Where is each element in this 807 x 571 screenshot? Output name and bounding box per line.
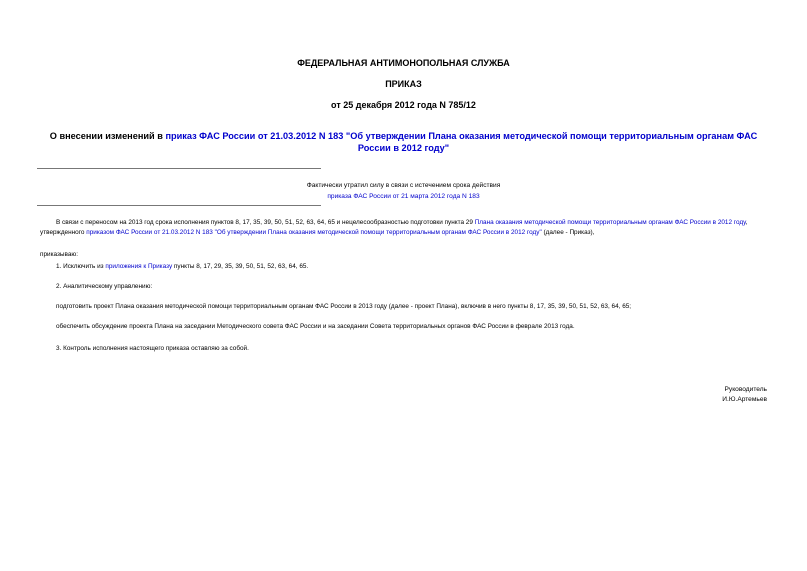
title-amended-order-link[interactable]: приказ ФАС России от 21.03.2012 N 183 "Об утверждении Плана оказания методической помощи территориальным органам ФАС России в 2012 году" [165, 131, 758, 153]
divider-bottom [37, 205, 321, 206]
preamble-order-link[interactable]: приказом ФАС России от 21.03.2012 N 183 "Об утверждении Плана оказания методической помощи территориальным органам ФАС России в 2012 году" [86, 229, 542, 236]
doc-title [36, 130, 771, 154]
preamble-text-3: (далее - Приказ), [541, 229, 595, 236]
signature-position: Руководитель [724, 386, 767, 393]
item-2-point-2: обеспечить обсуждение проекта Плана на заседании Методического совета ФАС России и на заседании Совета территориальных органов ФАС России в феврале 2013 года. [56, 323, 575, 330]
doc-date-number: от 25 декабря 2012 года N 785/12 [331, 100, 476, 110]
preamble-plan-link[interactable]: Плана оказания методической помощи территориальным органам ФАС России в 2012 году [474, 219, 746, 226]
item-2-point-1: подготовить проект Плана оказания методической помощи территориальным органам ФАС России в 2013 году (далее - проект Плана), включив в него пункты 8, 17, 35, 39, 50, 51, 52, 63, 64, 65; [56, 303, 632, 310]
preamble-paragraph [40, 218, 772, 238]
preamble-text-2: , утвержденного [40, 219, 748, 236]
agency-name: ФЕДЕРАЛЬНАЯ АНТИМОНОПОЛЬНАЯ СЛУЖБА [297, 58, 510, 68]
preamble-text-1: В связи с переносом на 2013 год срока исполнения пунктов 8, 17, 35, 39, 50, 51, 52, 63, 64, 65 и нецелесообразностью подготовки пункта 29 [56, 219, 475, 226]
signature-name: И.Ю.Артемьев [722, 396, 767, 403]
status-note-order-link[interactable]: приказа ФАС России от 21 марта 2012 года N 183 [327, 193, 480, 200]
item-3: 3. Контроль исполнения настоящего приказа оставляю за собой. [56, 345, 249, 352]
item-1-text-a: 1. Исключить из [56, 263, 106, 270]
item-1 [56, 262, 308, 272]
title-prefix: О внесении изменений в [49, 131, 166, 141]
order-word: приказываю: [40, 251, 78, 258]
divider-top [37, 168, 321, 169]
doc-type: ПРИКАЗ [385, 79, 422, 89]
status-note-line1: Фактически утратил силу в связи с истечением срока действия [306, 182, 501, 189]
item-1-appendix-link[interactable]: приложения к Приказу [105, 263, 173, 270]
item-2: 2. Аналитическому управлению: [56, 283, 153, 290]
item-1-text-b: пункты 8, 17, 29, 35, 39, 50, 51, 52, 63, 64, 65. [172, 263, 309, 270]
